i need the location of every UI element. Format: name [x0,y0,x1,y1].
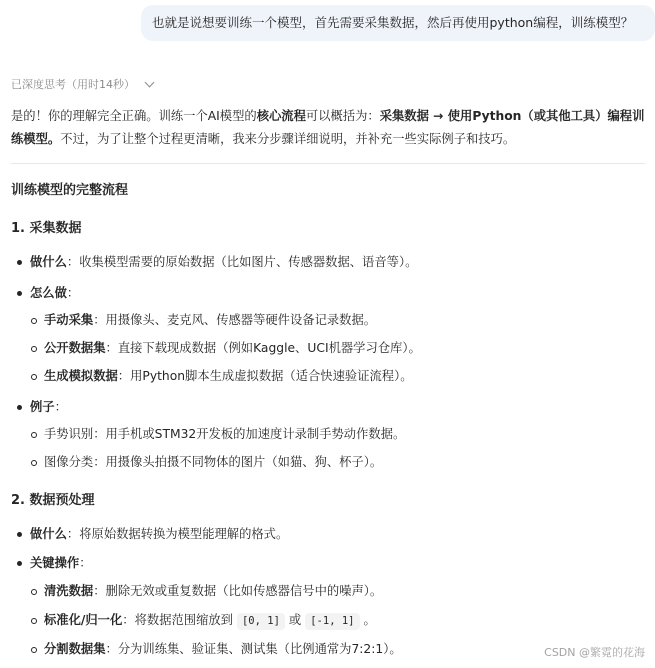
inline-code: [-1, 1] [305,613,359,630]
step-2-ops-clean: 清洗数据：删除无效或重复数据（比如传感器信号中的噪声）。 [44,584,383,598]
sub-bullet-icon [31,647,37,653]
step-1-how-manual: 手动采集：用摄像头、麦克风、传感器等硬件设备记录数据。 [44,313,377,327]
step-1-example-gesture: 手势识别：用手机或STM32开发板的加速度计录制手势动作数据。 [44,427,406,441]
sub-bullet-icon [31,318,37,324]
sub-bullet-icon [31,346,37,352]
assistant-answer [11,105,645,178]
step-1-item-example: 例子： [30,400,67,414]
intro-paragraph [11,105,645,151]
step-1-title: 1. 采集数据 [11,221,82,236]
step-2-title: 2. 数据预处理 [11,493,95,508]
thinking-label: 已深度思考（用时14秒） [11,78,135,91]
intro-bold-1: 核心流程 [256,109,306,123]
sub-bullet-icon [31,432,37,438]
sub-bullet-icon [31,374,37,380]
intro-bold-2: 采集数据 → 使用Python（或其他工具）编程训练模型。 [11,109,645,146]
sub-bullet-icon [31,589,37,595]
step-2-item-what: 做什么：将原始数据转换为模型能理解的格式。 [30,527,289,541]
sub-bullet-icon [31,618,37,624]
user-message-text: 也就是说想要训练一个模型，首先需要采集数据，然后再使用python编程，训练模型？ [152,15,634,30]
step-2-item-ops: 关键操作： [30,556,92,570]
step-2-ops-normalize: 标准化/归一化：将数据范围缩放到 [0, 1] 或 [-1, 1] 。 [44,611,376,630]
bullet-icon [17,260,22,265]
step-1-how-public: 公开数据集：直接下载现成数据（例如Kaggle、UCI机器学习仓库）。 [44,341,421,355]
step-1-example-image: 图像分类：用摄像头拍摄不同物体的图片（如猫、狗、杯子）。 [44,455,383,469]
sub-bullet-icon [31,460,37,466]
intro-text-1: 是的！你的理解完全正确。训练一个AI模型的 [11,109,257,123]
intro-text-2: 可以概括为： [305,109,380,123]
divider [11,163,645,164]
bullet-icon [17,561,22,566]
step-1-item-what: 做什么：收集模型需要的原始数据（比如图片、传感器数据、语音等）。 [30,255,418,269]
thinking-toggle[interactable] [11,76,153,92]
step-2-ops-split: 分割数据集：分为训练集、验证集、测试集（比例通常为7:2:1）。 [44,642,402,656]
section-title: 训练模型的完整流程 [11,183,129,198]
step-1-item-how: 怎么做： [30,286,80,300]
intro-text-3: 不过，为了让整个过程更清晰，我来分步骤详细说明，并补充一些实际例子和技巧。 [60,132,516,146]
inline-code: [0, 1] [237,613,285,630]
bullet-icon [17,291,22,296]
watermark: CSDN @繁霓的花海 [544,646,645,659]
chevron-down-icon [145,78,155,88]
bullet-icon [17,532,22,537]
user-message-bubble [141,5,655,41]
step-1-how-sim: 生成模拟数据：用Python脚本生成虚拟数据（适合快速验证流程）。 [44,369,413,383]
bullet-icon [17,405,22,410]
